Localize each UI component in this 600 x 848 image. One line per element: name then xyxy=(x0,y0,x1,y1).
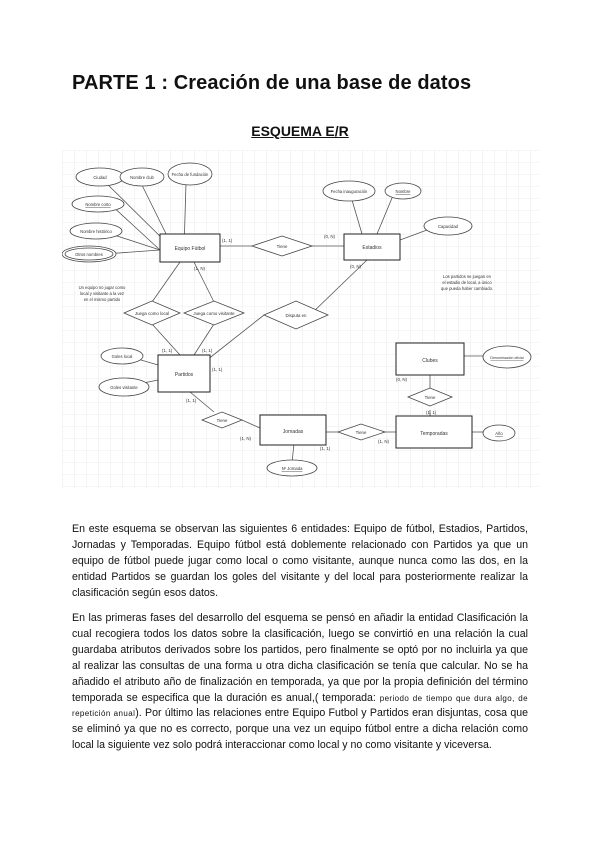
rel-juega-visitante-label: Juega como visitante xyxy=(193,311,235,316)
attr-ciudad-label: Ciudad xyxy=(93,175,107,180)
temporada-definition: periodo de tiempo que dura algo, de repetición anual xyxy=(72,693,528,719)
note-left-line-2: local y visitante a la vez xyxy=(80,291,124,296)
card-temporada-1: (1, 1) xyxy=(426,410,437,415)
card-partido-tiene: (1, 1) xyxy=(186,398,197,403)
attr-nombre-club-label: Nombre club xyxy=(130,175,154,180)
paragraph-development xyxy=(72,611,528,754)
attr-goles-visitante-label: Goles visitante xyxy=(110,385,138,390)
card-partido-visitante: (1, 1) xyxy=(202,348,213,353)
note-left-line-1: Un equipo no jugar como xyxy=(78,285,126,290)
note-right-line-1: Los partidos se juegan en xyxy=(443,274,491,279)
attr-nombre-historico-label: Nombre histórico xyxy=(80,229,112,234)
paragraph-development-part-a: En las primeras fases del desarrollo del esquema se pensó en añadir la entidad Clasificación la cual recogiera todos los datos sobre la clasificación, luego se convirtió en una relación la cual guardaba atributos derivados sobre los partidos, pero finalmente se optó por no incluirla ya que al realizar las consultas de una forma u otra dicha clasificación se tenía que calcular. No se ha añadido el atributo año de finalización en temporada, ya que por la propia definición del término temporada se especifica que la duración es anual,( temporada: xyxy=(72,612,528,704)
entity-partidos-label: Partidos xyxy=(174,372,194,378)
paragraph-entities: En este esquema se observan las siguientes 6 entidades: Equipo de fútbol, Estadios, Partidos, Jornadas y Temporadas. Equipo fútbol está doblemente relacionado con Partidos ya que un equipo de fútbol puede jugar como local o como visitante, aunque nunca como las dos, en la entidad Partidos se guardan los goles del visitante y del local para posteriormente realizar la clasificación según esos datos. xyxy=(72,523,528,599)
entity-temporadas-label: Temporadas xyxy=(420,431,448,437)
card-jornada-1: (1, 1) xyxy=(320,446,331,451)
attr-fecha-fundacion-label: Fecha de fundación xyxy=(171,172,209,177)
attr-fecha-inauguracion-label: Fecha inauguración xyxy=(330,189,368,194)
er-diagram xyxy=(62,150,540,488)
attr-nombre-corto-label: Nombre corto xyxy=(85,202,111,207)
paragraph-development-part-b: ). Por último las relaciones entre Equipo Futbol y Partidos eran disjuntas, cosa que se eliminó ya que no es correcto, porque una vez un equipo fútbol entre a dicha relación como local la siguiente vez solo podrá interaccionar como local y no como visitante y viceversa. xyxy=(72,707,528,752)
note-right-line-2: el estadio de local, a único xyxy=(442,280,492,285)
note-right-line-3: que pueda haber cambiado. xyxy=(440,286,494,291)
card-equipo-juega: (1, N) xyxy=(194,266,205,271)
attr-denominacion-oficial-label: Denominación oficial xyxy=(490,356,524,360)
section-title: ESQUEMA E/R xyxy=(251,123,349,139)
entity-equipo-label: Equipo Fútbol xyxy=(174,246,206,252)
rel-tiene-temporada-label: Tiene xyxy=(355,430,367,435)
attr-anio-label: Año xyxy=(495,431,503,436)
rel-tiene-jornada-label: Tiene xyxy=(216,418,228,423)
rel-disputa-label: Disputa en xyxy=(285,313,307,318)
rel-tiene-estadio-label: Tiene xyxy=(276,244,288,249)
entity-clubes-label: Clubes xyxy=(422,358,438,364)
card-estadio-tiene: (0, N) xyxy=(324,234,335,239)
card-partido-disputa: (1, 1) xyxy=(212,367,223,372)
page-heading: PARTE 1 : Creación de una base de datos xyxy=(72,72,472,94)
card-estadio-disputa: (0, N) xyxy=(350,264,361,269)
attr-n-jornada-label: Nº Jornada xyxy=(281,466,303,471)
rel-juega-local-label: Juega como local xyxy=(134,311,170,316)
card-partido-local: (1, 1) xyxy=(162,348,173,353)
attr-otros-nombres-label: Otros nombres xyxy=(75,252,103,257)
attr-goles-local-label: Goles local xyxy=(111,354,133,359)
attr-nombre-estadio-label: Nombre xyxy=(395,189,411,194)
card-jornada-n: (1, N) xyxy=(240,436,251,441)
entity-jornadas-label: Jornadas xyxy=(282,429,304,435)
entity-estadios-label: Estadios xyxy=(362,245,382,251)
note-left-line-3: en el mismo partido xyxy=(83,297,121,302)
attr-capacidad-label: Capacidad xyxy=(437,224,459,229)
rel-tiene-club-label: Tiene xyxy=(424,395,436,400)
card-equipo-tiene: (1, 1) xyxy=(222,238,233,243)
card-clubes-n: (0, N) xyxy=(396,377,407,382)
card-temporada-n: (1, N) xyxy=(378,439,389,444)
